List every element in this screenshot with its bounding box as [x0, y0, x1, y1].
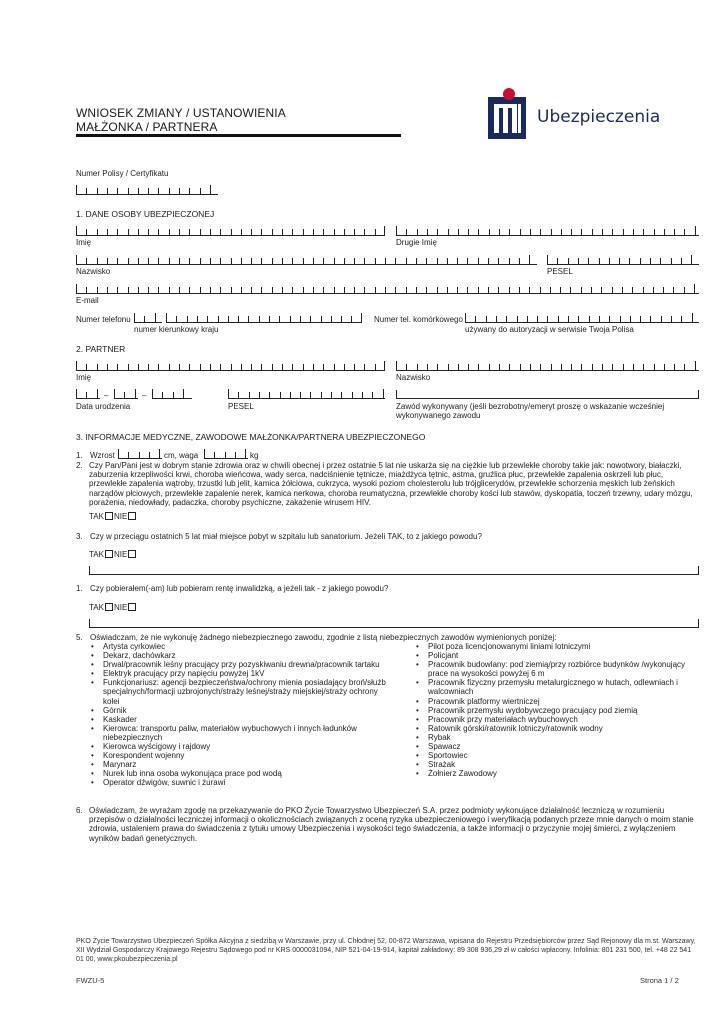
q4-no-checkbox[interactable]: [128, 603, 136, 611]
phone-country-code-field[interactable]: [134, 314, 162, 323]
form-title: [76, 106, 286, 134]
insured-second-name-label: Drugie Imię: [396, 238, 437, 247]
mobile-number-field[interactable]: [465, 314, 699, 323]
insured-first-name-label: Imię: [76, 238, 92, 247]
q2-answer: [89, 512, 137, 522]
section2-heading: 2. PARTNER: [76, 344, 126, 354]
dangerous-job-item: • Elektryk pracujący przy napięciu powyżej 1kV: [89, 669, 389, 678]
dangerous-job-item: • Kaskader: [89, 715, 389, 724]
dangerous-job-item: • Drwal/pracownik leśny pracujący przy pozyskiwaniu drewna/pracownik tartaku: [89, 660, 389, 669]
insured-pesel-field[interactable]: [547, 256, 699, 265]
dangerous-job-item: • Górnik: [89, 706, 389, 715]
birth-year-field[interactable]: [152, 390, 192, 399]
policy-label: Numer Polisy / Certyfikatu: [76, 169, 169, 178]
occupation-label: Zawód wykonywany (jeśli bezrobotny/emeryt proszę o wskazanie wcześniej wykonywanego zawodu: [396, 402, 665, 420]
dangerous-job-item: • Policjant: [414, 651, 704, 660]
insured-first-name-field[interactable]: [76, 227, 385, 236]
partner-surname-label: Nazwisko: [396, 373, 431, 382]
question-1-number: 1.: [76, 451, 83, 460]
question-2: [76, 461, 698, 507]
partner-first-name-label: Imię: [76, 373, 92, 382]
q2-no-checkbox[interactable]: [128, 512, 136, 520]
yes-label: TAK: [89, 550, 104, 559]
insured-email-field[interactable]: [76, 285, 699, 294]
question-6: [76, 806, 698, 843]
question-6-text: Oświadczam, że wyrażam zgodę na przekazywanie do PKO Życie Towarzystwo Ubezpieczeń S.A. przez podmioty wykonujące działalność leczniczą w rozumieniu przepisów o działalności leczniczej informacji o okolicznościach związanych z oceną ryzyka ubezpieczeniowego i weryfikacją podanych przeze mnie danych o moim stanie zdrowia, ustaleniem prawa do świadczenia z tytułu umowy Ubezpieczenia i wysokości tego świadczenia, a także informacji o przyczynie mojej śmierci, z wyłączeniem wyników badań genetycznych.: [89, 806, 694, 843]
question-4: [76, 584, 698, 593]
height-field[interactable]: [118, 450, 162, 459]
policy-number-field[interactable]: [76, 186, 218, 195]
form-title-line2: MAŁŻONKA / PARTNERA: [76, 120, 218, 134]
no-label: NIE: [113, 603, 128, 612]
dangerous-job-item: • Pracownik budowlany: pod ziemią/przy rozbiórce budynków /wykonujący prace na wysokości powyżej 6 m: [414, 660, 704, 678]
q2-yes-checkbox[interactable]: [105, 512, 113, 520]
partner-pesel-field[interactable]: [228, 390, 385, 399]
question-4-number: 1.: [76, 584, 83, 593]
dangerous-job-item: • Pracownik platformy wiertniczej: [414, 697, 704, 706]
height-label: Wzrost: [90, 451, 115, 460]
insured-pesel-label: PESEL: [547, 267, 573, 276]
question-3-number: 3.: [76, 532, 83, 541]
kg-label: kg: [250, 451, 259, 460]
dangerous-job-item: • Ratownik górski/ratownik lotniczy/ratownik wodny: [414, 724, 704, 733]
birth-month-field[interactable]: [114, 390, 138, 399]
dangerous-job-item: • Korespondent wojenny: [89, 751, 389, 760]
partner-first-name-field[interactable]: [76, 362, 385, 371]
dangerous-job-item: • Funkcjonariusz: agencji bezpieczeństwa/ochrony mienia posiadający broń/służb specjalnych/formacji uzbrojonych/straży leśnej/straży miejskiej/straży ochrony kolei: [89, 678, 389, 705]
occupation-field[interactable]: [396, 390, 699, 399]
dangerous-job-item: • Operator dźwigów, suwnic i żurawi: [89, 778, 389, 787]
q4-yes-checkbox[interactable]: [105, 603, 113, 611]
partner-surname-field[interactable]: [396, 362, 699, 371]
mobile-label: Numer tel. komórkowego: [374, 315, 463, 324]
section1-heading: 1. DANE OSOBY UBEZPIECZONEJ: [76, 209, 215, 219]
dangerous-job-item: • Spawacz: [414, 742, 704, 751]
birth-day-field[interactable]: [76, 390, 100, 399]
pko-logo-icon: [488, 87, 526, 139]
partner-pesel-label: PESEL: [228, 402, 254, 411]
dangerous-job-item: • Rybak: [414, 733, 704, 742]
no-label: NIE: [113, 512, 128, 521]
insured-surname-field[interactable]: [76, 256, 537, 265]
country-code-label: numer kierunkowy kraju: [134, 325, 219, 334]
dangerous-job-item: • Dekarz, dachówkarz: [89, 651, 389, 660]
phone-label: Numer telefonu: [76, 315, 131, 324]
phone-number-field[interactable]: [166, 314, 362, 323]
form-title-line1: WNIOSEK ZMIANY / USTANOWIENIA: [76, 106, 286, 120]
question-5-number: 5.: [76, 633, 83, 642]
dangerous-job-item: • Artysta cyrkowiec: [89, 642, 389, 651]
dangerous-jobs-list-right: [414, 642, 704, 778]
question-6-number: 6.: [76, 806, 83, 815]
q3-answer: [89, 550, 137, 560]
title-divider: [76, 134, 401, 137]
question-3-text: Czy w przeciągu ostatnich 5 lat miał miejsce pobyt w szpitalu lub sanatorium. Jeżeli TAK, to z jakiego powodu?: [90, 532, 482, 541]
date-separator: –: [104, 391, 109, 400]
dangerous-job-item: • Pracownik przy materiałach wybuchowych: [414, 715, 704, 724]
weight-label: cm, waga: [164, 451, 199, 460]
dangerous-job-item: • Pilot poza licencjonowanymi liniami lotniczymi: [414, 642, 704, 651]
dangerous-job-item: • Sportowiec: [414, 751, 704, 760]
question-2-text: Czy Pan/Pani jest w dobrym stanie zdrowia oraz w chwili obecnej i przez ostatnie 5 lat nie uskarża się na ciężkie lub przewlekłe choroby takie jak: nowotwory, białaczki, zaburzenia krzepliwości krwi, choroba wieńcowa, wady serca, nadciśnienie tętnicze, miażdżyca tętnic, astma, gruźlica płuc, przewlekłe zapalenia oskrzeli lub płuc, przewlekłe zapalenia wątroby, trzustki lub jelit, kamica żółciowa, cukrzyca, wysoki poziom cholesterolu lub trójglicerydów, przewlekłe schorzenia męskich lub żeńskich narządów płciowych, przewlekłe zapalenie nerek, kamica nerkowa, choroba reumatyczna, przewlekłe choroby kości lub stawów, dyskopatia, toczeń trzewny, udary mózgu, porażenia, niedowłady, padaczka, choroby psychiczne, zakażenie wirusem HIV.: [89, 461, 693, 507]
dangerous-job-item: • Kierowca: transportu paliw, materiałów wybuchowych i innych ładunków niebezpiecznych: [89, 724, 389, 742]
q4-answer: [89, 603, 137, 613]
question-2-number: 2.: [76, 461, 83, 470]
section3-heading: 3. INFORMACJE MEDYCZNE, ZAWODOWE MAŁŻONKA/PARTNERA UBEZPIECZONEGO: [76, 432, 426, 442]
dangerous-job-item: • Nurek lub inna osoba wykonująca prace pod wodą: [89, 769, 389, 778]
dangerous-job-item: • Pracownik przemysłu wydobywczego pracujący pod ziemią: [414, 706, 704, 715]
question-3: [76, 532, 698, 541]
q3-yes-checkbox[interactable]: [105, 550, 113, 558]
dangerous-jobs-list-left: [89, 642, 389, 788]
date-separator: –: [142, 391, 147, 400]
question-1: [76, 451, 115, 460]
question-4-text: Czy pobierałem(-am) lub pobieram rentę inwalidzką, a jeżeli tak - z jakiego powodu?: [90, 584, 389, 593]
no-label: NIE: [113, 550, 128, 559]
insured-second-name-field[interactable]: [396, 227, 699, 236]
weight-field[interactable]: [204, 450, 248, 459]
birth-date-label: Data urodzenia: [76, 402, 131, 411]
q3-no-checkbox[interactable]: [128, 550, 136, 558]
yes-label: TAK: [89, 603, 104, 612]
dangerous-job-item: • Żołnierz Zawodowy: [414, 769, 704, 778]
question-5-text: Oświadczam, że nie wykonuję żadnego niebezpiecznego zawodu, zgodnie z listą niebezpiecznych zawodów wymienionych poniżej:: [90, 633, 557, 642]
page-number: Strona 1 / 2: [640, 976, 679, 985]
dangerous-job-item: • Pracownik fizyczny przemysłu metalurgicznego w hutach, odlewniach i walcowniach: [414, 678, 704, 696]
insured-email-label: E-mail: [76, 296, 99, 305]
q4-reason-field[interactable]: [89, 619, 699, 628]
mobile-note: używany do autoryzacji w serwisie Twoja Polisa: [465, 325, 634, 334]
dangerous-job-item: • Marynarz: [89, 760, 389, 769]
q3-reason-field[interactable]: [89, 566, 699, 575]
yes-label: TAK: [89, 512, 104, 521]
question-5: [76, 633, 698, 642]
insured-surname-label: Nazwisko: [76, 267, 111, 276]
form-id: FWZU-5: [76, 976, 105, 985]
dangerous-job-item: • Kierowca wyścigowy i rajdowy: [89, 742, 389, 751]
brand-name: Ubezpieczenia: [537, 107, 661, 127]
dangerous-job-item: • Strażak: [414, 760, 704, 769]
footer-legal-text: PKO Życie Towarzystwo Ubezpieczeń Spółka Akcyjna z siedzibą w Warszawie, przy ul. Chłodnej 52, 00-872 Warszawa, wpisana do Rejestru Przedsiębiorców przez Sąd Rejonowy dla m.st. Warszawy, XII Wydział Gospodarczy Krajowego Rejestru Sądowego pod nr KRS 0000031094, NIP 521-04-19-914, kapitał zakładowy: 89 308 936,29 zł w całości wpłacony. Infolinia: 801 231 500, tel. +48 22 541 01 00, www.pkoubezpieczenia.pl: [76, 938, 696, 963]
